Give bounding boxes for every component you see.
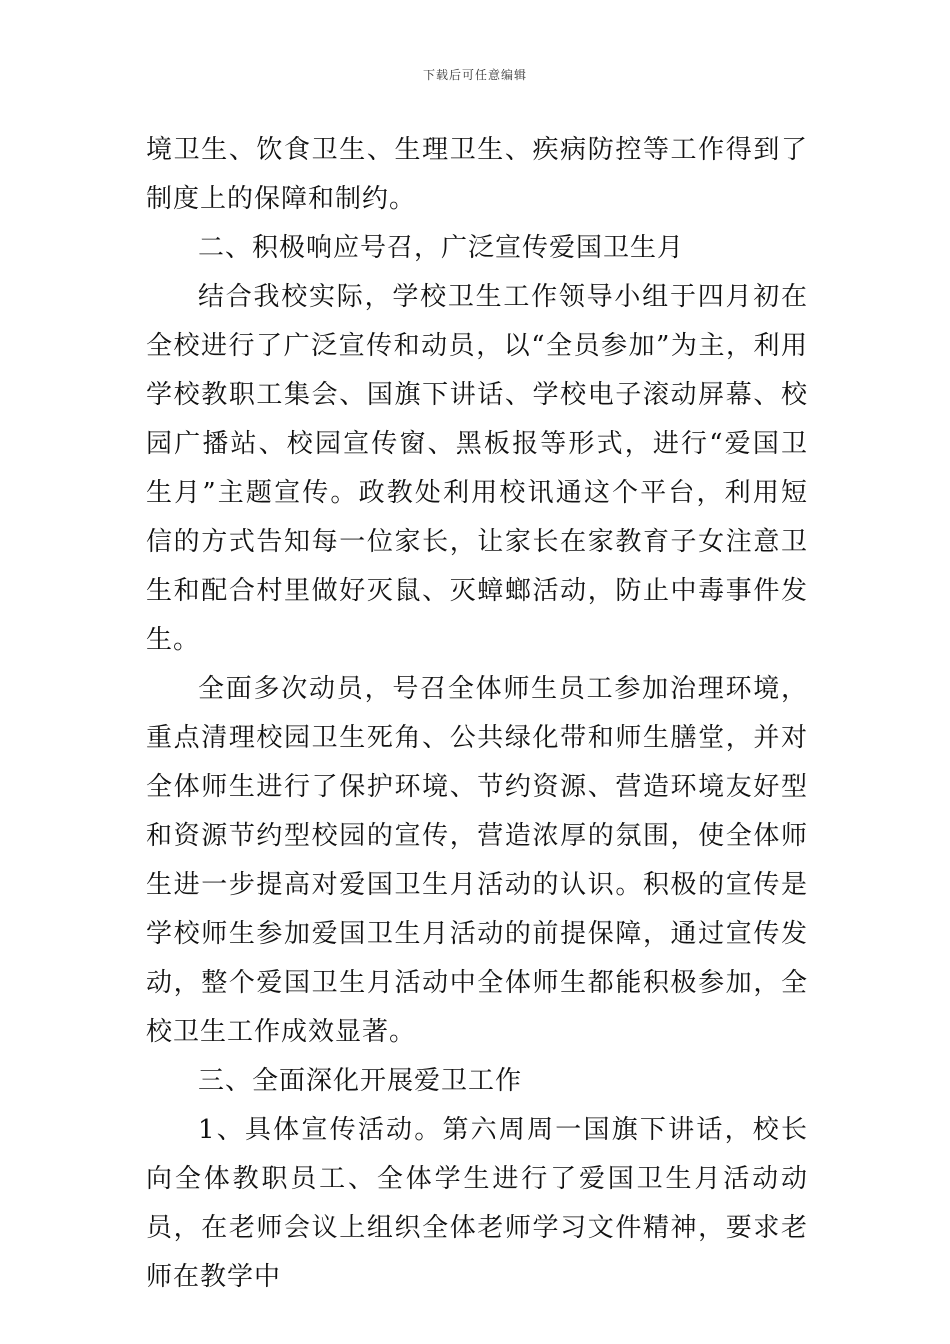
paragraph-publicity: 结合我校实际，学校卫生工作领导小组于四月初在全校进行了广泛宣传和动员，以“全员参加”为主，利用学校教职工集会、国旗下讲话、学校电子滚动屏幕、校园广播站、校园宣传窗、黑板报等形式，进行“爱国卫生月”主题宣传。政教处利用校讯通这个平台，利用短信的方式告知每一位家长，让家长在家教育子女注意卫生和配合村里做好灭鼠、灭蟑螂活动，防止中毒事件发生。 — [146, 282, 808, 655]
paragraph-continuation: 境卫生、饮食卫生、生理卫生、疾病防控等工作得到了制度上的保障和制约。 — [146, 135, 808, 214]
paragraph-mobilization: 全面多次动员，号召全体师生员工参加治理环境，重点清理校园卫生死角、公共绿化带和师生膳堂，并对全体师生进行了保护环境、节约资源、营造环境友好型和资源节约型校园的宣传，营造浓厚的氛围，使全体师生进一步提高对爱国卫生月活动的认识。积极的宣传是学校师生参加爱国卫生月活动的前提保障，通过宣传发动，整个爱国卫生月活动中全体师生都能积极参加，全校卫生工作成效显著。 — [146, 674, 808, 1047]
page-header: 下载后可任意编辑 — [422, 68, 527, 82]
section-heading-2: 二、积极响应号召，广泛宣传爱国卫生月 — [198, 233, 685, 263]
paragraph-activity-1: 1、具体宣传活动。第六周周一国旗下讲话，校长向全体教职员工、全体学生进行了爱国卫生月活动动员，在老师会议上组织全体老师学习文件精神，要求老师在教学中 — [146, 1115, 808, 1292]
section-heading-3: 三、全面深化开展爱卫工作 — [198, 1066, 523, 1096]
document-body — [146, 126, 808, 1302]
